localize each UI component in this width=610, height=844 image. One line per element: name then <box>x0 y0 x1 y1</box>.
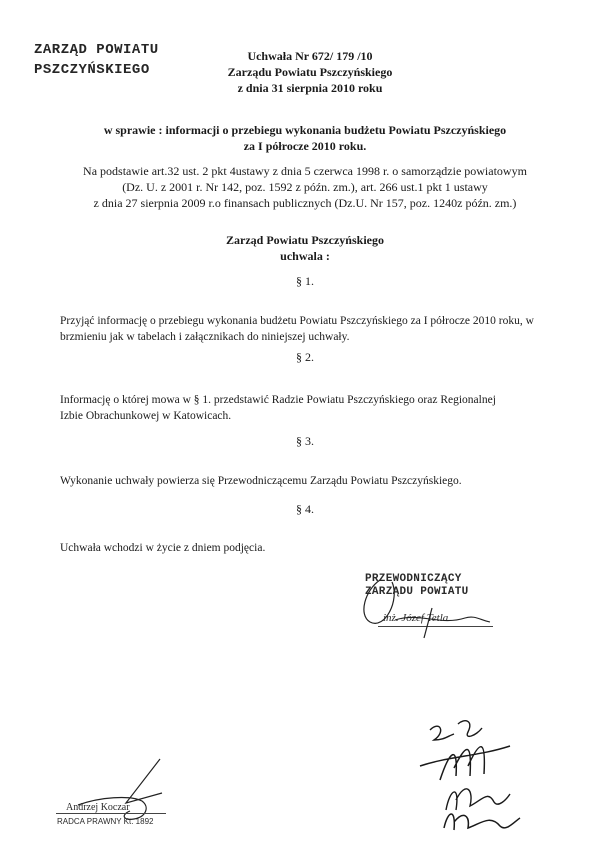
section-3-number: § 3. <box>296 434 314 448</box>
subject-line-1: w sprawie : informacji o przebiegu wykonania budżetu Powiatu Pszczyńskiego <box>103 123 507 137</box>
board-member-signatures <box>410 710 560 840</box>
stamp-line-1: ZARZĄD POWIATU <box>34 42 159 58</box>
legal-advisor-name: Andrzej Koczar <box>66 802 130 813</box>
legal-basis-line-3: z dnia 27 sierpnia 2009 r.o finansach publicznych (Dz.U. Nr 157, poz. 1240z późn. zm.) <box>93 196 517 210</box>
resolution-subject <box>60 122 550 154</box>
stamp-line-2: PSZCZYŃSKIEGO <box>34 62 150 78</box>
board-resolves <box>150 232 460 264</box>
chairman-signature <box>340 560 530 640</box>
chairman-name: inż. Józef Tetla <box>383 612 449 624</box>
section-4-line-1: Uchwała wchodzi w życie z dniem podjęcia. <box>60 542 266 554</box>
section-4-number: § 4. <box>296 502 314 516</box>
board-resolves-label: uchwala : <box>280 249 330 263</box>
section-1-number: § 1. <box>296 274 314 288</box>
section-2-line-2: Izbie Obrachunkowej w Katowicach. <box>60 410 232 422</box>
legal-basis-line-2: (Dz. U. z 2001 r. Nr 142, poz. 1592 z późn. zm.), art. 266 ust.1 pkt 1 ustawy <box>122 180 488 194</box>
section-2-text <box>60 392 555 424</box>
legal-advisor-signature-line <box>56 813 166 814</box>
section-1-line-2: brzmieniu jak w tabelach i załącznikach do niniejszej uchwały. <box>60 331 350 343</box>
legal-advisor-title: RADCA PRAWNY Kt. 1892 <box>57 817 154 826</box>
board-name: Zarząd Powiatu Pszczyńskiego <box>226 233 384 247</box>
section-3-line-1: Wykonanie uchwały powierza się Przewodniczącemu Zarządu Powiatu Pszczyńskiego. <box>60 475 462 487</box>
resolution-date: z dnia 31 sierpnia 2010 roku <box>237 81 383 95</box>
legal-basis <box>55 163 555 211</box>
section-1-line-1: Przyjąć informację o przebiegu wykonania budżetu Powiatu Pszczyńskiego za I półrocze 2010 roku, w <box>60 315 534 327</box>
section-1-text <box>60 313 555 345</box>
legal-basis-line-1: Na podstawie art.32 ust. 2 pkt 4ustawy z dnia 5 czerwca 1998 r. o samorządzie powiatowym <box>83 164 527 178</box>
subject-line-2: za I półrocze 2010 roku. <box>243 139 367 153</box>
county-board-stamp <box>34 40 184 80</box>
section-2-number: § 2. <box>296 350 314 364</box>
section-3-text <box>60 473 555 489</box>
resolution-number: Uchwała Nr 672/ 179 /10 <box>247 49 373 63</box>
chairman-title-1: PRZEWODNICZĄCY <box>365 573 462 585</box>
section-4-text <box>60 540 555 556</box>
resolution-issuer: Zarządu Powiatu Pszczyńskiego <box>227 65 393 79</box>
section-2-line-1: Informację o której mowa w § 1. przedstawić Radzie Powiatu Pszczyńskiego oraz Regionalnej <box>60 394 496 406</box>
chairman-title-2: ZARZĄDU POWIATU <box>365 586 469 598</box>
resolution-header <box>190 48 430 96</box>
